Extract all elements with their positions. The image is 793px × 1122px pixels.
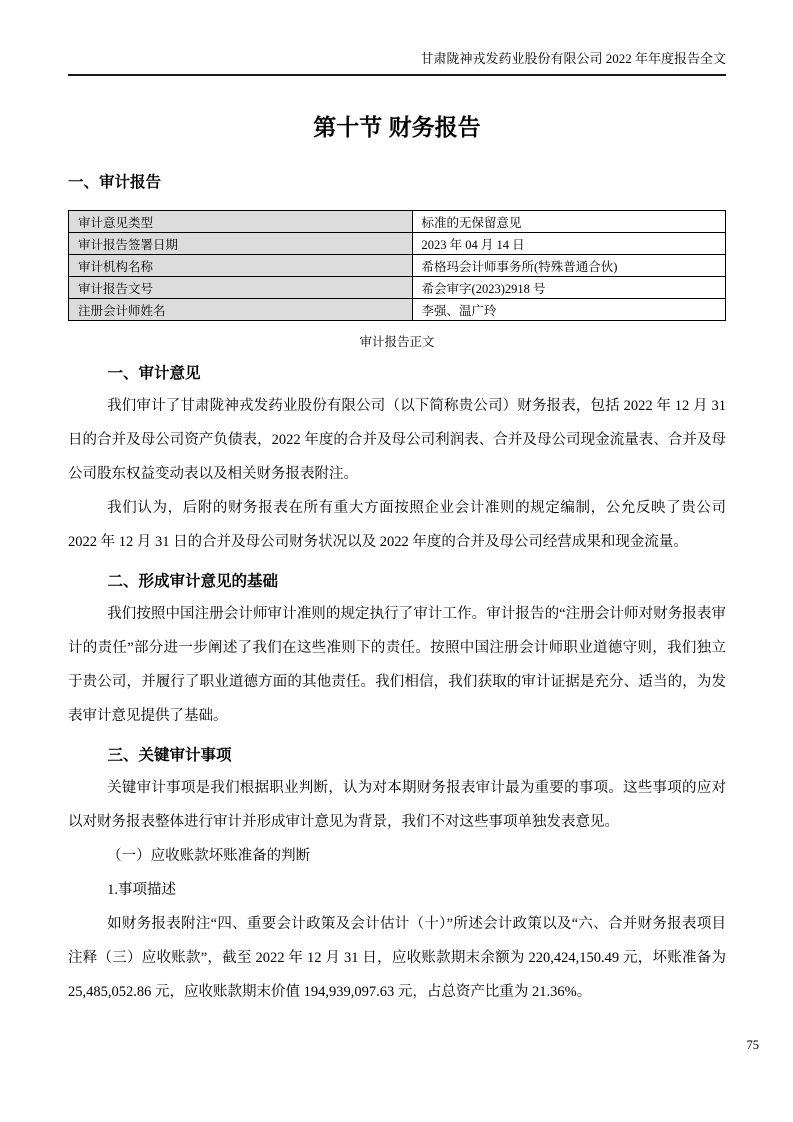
item-matter-description: 1.事项描述 — [107, 882, 177, 898]
running-header: 甘肃陇神戎发药业股份有限公司 2022 年年度报告全文 — [68, 0, 726, 76]
subheading-receivables-bad-debt: （一）应收账款坏账准备的判断 — [107, 848, 311, 864]
table-row-value: 2023 年 04 月 14 日 — [412, 233, 725, 255]
paragraph-key-audit-matters: 关键审计事项是我们根据职业判断，认为对本期财务报表审计最为重要的事项。这些事项的应对以对财务报表整体进行审计并形成审计意见为背景，我们不对这些事项单独发表意见。 — [68, 780, 726, 830]
audit-summary-table — [68, 210, 726, 321]
heading-key-audit-matters: 三、关键审计事项 — [107, 747, 232, 764]
paragraph-audit-opinion-1: 我们审计了甘肃陇神戎发药业股份有限公司（以下简称贵公司）财务报表，包括 2022 年 12 月 31 日的合并及母公司资产负债表，2022 年度的合并及母公司利润表、合并及母公司现金流量表、合并及母公司股东权益变动表以及相关财务报表附注。 — [68, 398, 726, 482]
table-row-value: 希会审字(2023)2918 号 — [412, 277, 725, 299]
paragraph-matter-description: 如财务报表附注“四、重要会计政策及会计估计（十）”所述会计政策以及“六、合并财务报表项目注释（三）应收账款”，截至 2022 年 12 月 31 日，应收账款期末余额为 220,424,150.49 元，坏账准备为 25,485,052.86 元，应收账款期末价值 194,939,097.63 元，占总资产比重为 21.36%。 — [68, 916, 726, 1000]
table-row-label: 审计报告签署日期 — [69, 233, 413, 255]
heading-audit-opinion: 一、审计意见 — [107, 365, 201, 382]
table-row-value: 标准的无保留意见 — [412, 211, 725, 233]
chapter-title: 第十节 财务报告 — [313, 114, 481, 140]
table-row — [69, 299, 726, 321]
page-number: 75 — [746, 1038, 759, 1052]
page-content — [68, 0, 726, 1009]
table-row — [69, 255, 726, 277]
table-row — [69, 277, 726, 299]
table-row — [69, 211, 726, 233]
table-row-value: 李强、温广玲 — [412, 299, 725, 321]
section-heading-audit-report: 一、审计报告 — [68, 174, 162, 191]
audit-report-subtitle: 审计报告正文 — [359, 335, 435, 349]
table-row-label: 审计报告文号 — [69, 277, 413, 299]
table-row-label: 审计机构名称 — [69, 255, 413, 277]
paragraph-audit-opinion-2: 我们认为，后附的财务报表在所有重大方面按照企业会计准则的规定编制，公允反映了贵公司 2022 年 12 月 31 日的合并及母公司财务状况以及 2022 年度的合并及母公司经营成果和现金流量。 — [68, 500, 726, 550]
table-row-value: 希格玛会计师事务所(特殊普通合伙) — [412, 255, 725, 277]
table-row-label: 审计意见类型 — [69, 211, 413, 233]
heading-opinion-basis: 二、形成审计意见的基础 — [107, 573, 279, 590]
table-row-label: 注册会计师姓名 — [69, 299, 413, 321]
paragraph-opinion-basis: 我们按照中国注册会计师审计准则的规定执行了审计工作。审计报告的“注册会计师对财务报表审计的责任”部分进一步阐述了我们在这些准则下的责任。按照中国注册会计师职业道德守则，我们独立于贵公司，并履行了职业道德方面的其他责任。我们相信，我们获取的审计证据是充分、适当的，为发表审计意见提供了基础。 — [68, 606, 726, 724]
table-row — [69, 233, 726, 255]
